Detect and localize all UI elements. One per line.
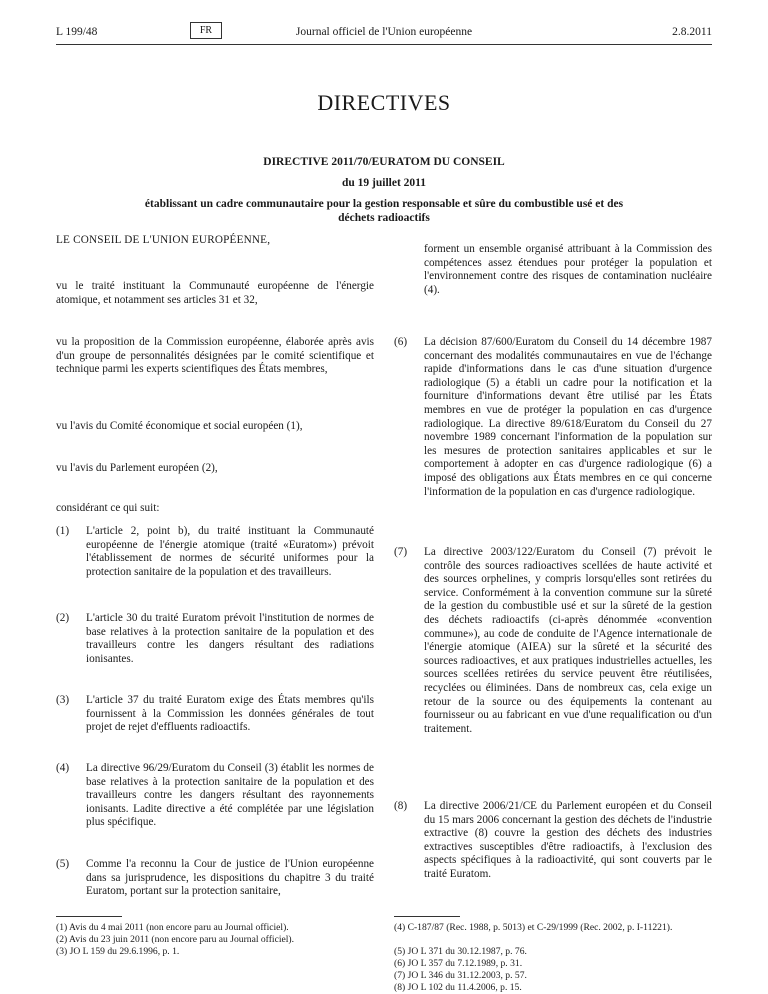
- recital-number: (2): [56, 612, 70, 624]
- section-heading: DIRECTIVES: [317, 90, 451, 115]
- footnote-4: (4) C-187/87 (Rec. 1988, p. 5013) et C-29/1999 (Rec. 2002, p. I-11221).: [394, 922, 673, 933]
- recital-5-continued: [394, 243, 712, 303]
- journal-title: Journal officiel de l'Union européenne: [295, 26, 473, 38]
- recital-text: forment un ensemble organisé attribuant à la Commission des compétences assez étendues pour protéger la population et l'environnement contre des risques de contamination nucléaire (4).: [424, 243, 712, 296]
- recital-number: (7): [394, 546, 408, 558]
- recital-text: L'article 2, point b), du traité instituant la Communauté européenne de l'énergie atomique (traité «Euratom») prévoit l'établissement de normes de sécurité uniformes pour la protection sanitaire de la population et des travailleurs.: [86, 525, 374, 578]
- right-column: [394, 234, 712, 993]
- recital-number: (3): [56, 694, 70, 706]
- recital-8: [394, 800, 712, 900]
- recital-7: [394, 546, 712, 776]
- recital-5: [56, 858, 374, 903]
- recital-text: La directive 96/29/Euratom du Conseil (3) établit les normes de base relatives à la protection sanitaire de la population et des travailleurs contre les dangers résultant des rayonnements ionisants. Ladite directive a été complétée par une législation plus spécifique.: [86, 762, 374, 829]
- recital-text: La directive 2006/21/CE du Parlement européen et du Conseil du 15 mars 2006 concernant la gestion des déchets de l'industrie extractive (8) couvre la gestion des déchets des industries extractives susceptibles d'être radioactifs, à l'exclusion des aspects spécifiques à la radioactivité, qui sont couverts par le traité Euratom.: [424, 800, 712, 880]
- page-header: [56, 22, 712, 42]
- directive-subject-line-2: déchets radioactifs: [338, 212, 430, 224]
- footnote-2: (2) Avis du 23 juin 2011 (non encore paru au Journal officiel).: [56, 934, 295, 945]
- recital-number: (6): [394, 336, 408, 348]
- recital-number: (5): [56, 858, 70, 870]
- citation-proposal: vu la proposition de la Commission européenne, élaborée après avis d'un groupe de personnalités désignées par le comité scientifique et technique parmi les experts scientifiques des États membres,: [56, 336, 374, 376]
- recital-number: (8): [394, 800, 408, 812]
- footnote-rule: [56, 916, 122, 917]
- recital-text: Comme l'a reconnu la Cour de justice de l'Union européenne dans sa jurisprudence, les dispositions du chapitre 3 du traité Euratom, portant sur la protection sanitaire,: [86, 858, 374, 898]
- directive-subject-line-1: établissant un cadre communautaire pour la gestion responsable et sûre du combustible usé et des: [144, 198, 624, 210]
- citation-parliament-opinion: vu l'avis du Parlement européen (2),: [56, 462, 218, 474]
- citation-treaty: vu le traité instituant la Communauté européenne de l'énergie atomique, et notamment ses articles 31 et 32,: [56, 280, 374, 306]
- footnote-1: (1) Avis du 4 mai 2011 (non encore paru au Journal officiel).: [56, 922, 289, 933]
- language-badge: FR: [190, 22, 222, 39]
- recital-4: [56, 762, 374, 834]
- header-rule: [56, 44, 712, 45]
- publication-date: 2.8.2011: [672, 26, 712, 38]
- recital-text: La décision 87/600/Euratom du Conseil du 14 décembre 1987 concernant des modalités communautaires en vue de l'échange rapide d'informations dans le cas d'une situation d'urgence radiologique (5) a établi un cadre pour la notification et la fourniture d'informations devant être utilisé par les États membres en vue de protéger la population en cas d'urgence radiologique. La directive 89/618/Euratom du Conseil du 27 novembre 1989 concernant l'information de la population sur les mesures de protection sanitaires applicables et sur le comportement à adopter en cas d'urgence radiologique (6) a imposé des obligations aux États membres en ce qui concerne l'information de la population en cas d'urgence radiologique.: [424, 336, 712, 498]
- page-reference: L 199/48: [56, 26, 98, 38]
- whereas-intro: considérant ce qui suit:: [56, 502, 160, 514]
- recital-text: L'article 37 du traité Euratom exige des États membres qu'ils fournissent à la Commission les données générales de tout projet de rejet d'effluents radioactifs.: [86, 694, 374, 734]
- recital-number: (1): [56, 525, 70, 537]
- recital-2: [56, 612, 374, 672]
- footnote-3: (3) JO L 159 du 29.6.1996, p. 1.: [56, 946, 180, 957]
- footnote-rule: [394, 916, 460, 917]
- recital-text: La directive 2003/122/Euratom du Conseil (7) prévoit le contrôle des sources radioactives scellées de haute activité et des sources orphelines, y compris lorsqu'elles sont retirées du service. Conformément à la convention commune sur la sûreté de la gestion du combustible usé et sur la sûreté de la gestion des déchets radioactifs (ci-après dénommée «convention commune»), au code de conduite de l'Agence internationale de l'énergie atomique (AIEA) sur la sûreté et la sécurité des sources radioactives, et aux pratiques industrielles actuelles, les sources scellées retirées du service peuvent être réutilisées, recyclées ou éliminées. Dans de nombreux cas, cela exige un retour de la source ou des équipements la contenant au fournisseur ou au fabricant en vue d'une requalification ou d'un traitement.: [424, 546, 712, 735]
- footnote-6: (6) JO L 357 du 7.12.1989, p. 31.: [394, 958, 523, 969]
- footnote-5: (5) JO L 371 du 30.12.1987, p. 76.: [394, 946, 527, 957]
- recital-3: [56, 694, 374, 739]
- recital-text: L'article 30 du traité Euratom prévoit l'institution de normes de base relatives à la protection sanitaire de la population et des travailleurs contre les dangers résultant des radiations ionisantes.: [86, 612, 374, 665]
- directive-date: du 19 juillet 2011: [341, 177, 427, 189]
- recital-6: [394, 336, 712, 526]
- citation-esc-opinion: vu l'avis du Comité économique et social européen (1),: [56, 420, 303, 432]
- footnote-7: (7) JO L 346 du 31.12.2003, p. 57.: [394, 970, 527, 981]
- recital-1: [56, 525, 374, 595]
- council-statement: LE CONSEIL DE L'UNION EUROPÉENNE,: [56, 234, 271, 246]
- footnote-8: (8) JO L 102 du 11.4.2006, p. 15.: [394, 982, 522, 993]
- recital-number: (4): [56, 762, 70, 774]
- directive-title: DIRECTIVE 2011/70/EURATOM DU CONSEIL: [263, 156, 505, 168]
- left-column: [56, 234, 374, 974]
